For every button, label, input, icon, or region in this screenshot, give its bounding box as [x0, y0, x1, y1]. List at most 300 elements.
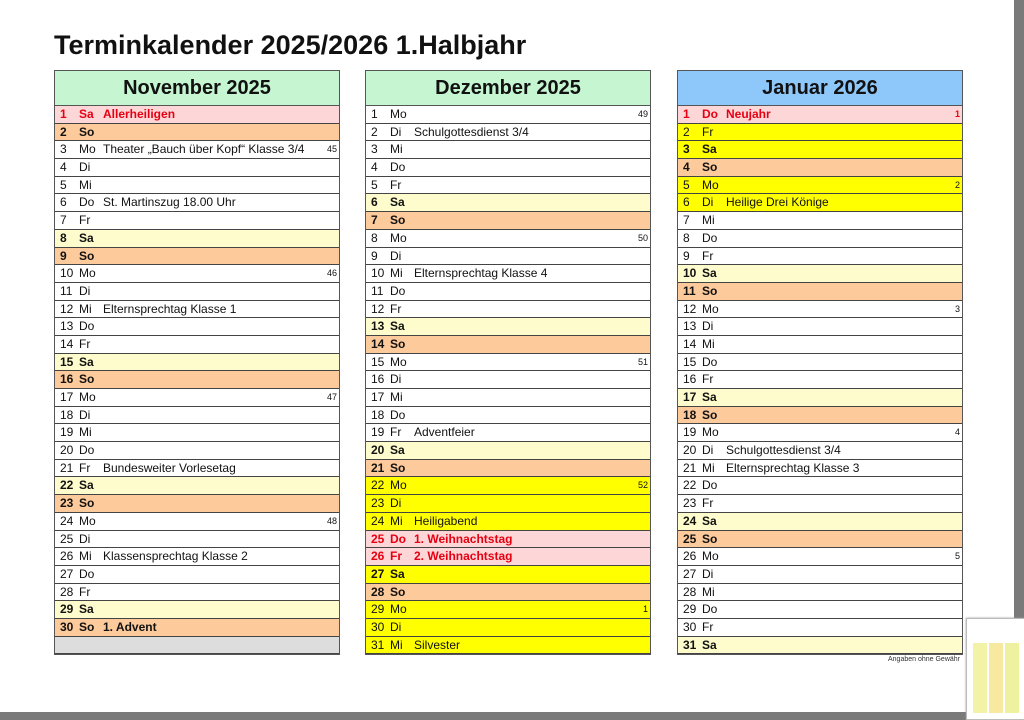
week-number: 1 — [642, 604, 648, 615]
day-number: 16 — [60, 372, 74, 387]
day-row — [366, 513, 650, 531]
day-row — [366, 407, 650, 425]
day-number: 5 — [371, 177, 378, 192]
day-row — [55, 106, 339, 124]
day-row — [366, 354, 650, 372]
day-number: 13 — [60, 319, 74, 334]
day-row — [678, 141, 962, 159]
weekday: So — [79, 372, 95, 387]
event-text: St. Martinszug 18.00 Uhr — [103, 195, 236, 210]
event-text: Elternsprechtag Klasse 3 — [726, 460, 860, 475]
weekday: Mi — [702, 213, 715, 228]
day-row — [55, 336, 339, 354]
day-row — [55, 389, 339, 407]
day-row — [366, 495, 650, 513]
day-number: 21 — [683, 460, 697, 475]
weekday: Do — [702, 230, 718, 245]
day-number: 10 — [60, 266, 74, 281]
weekday: So — [390, 213, 406, 228]
day-number: 3 — [683, 142, 690, 157]
week-number: 2 — [954, 179, 960, 190]
day-number: 2 — [60, 124, 67, 139]
day-number: 17 — [60, 390, 74, 404]
day-number: 14 — [683, 336, 697, 351]
day-number: 12 — [60, 301, 74, 316]
weekday: Mi — [702, 336, 715, 351]
day-number: 25 — [371, 531, 385, 546]
weekday: Sa — [702, 637, 717, 652]
weekday: Do — [79, 443, 95, 458]
day-row — [55, 177, 339, 195]
weekday: Do — [702, 602, 718, 617]
day-number: 11 — [371, 283, 384, 298]
day-number: 9 — [683, 248, 690, 263]
weekday: Mo — [79, 142, 96, 157]
day-number: 19 — [60, 425, 74, 440]
weekday: Di — [390, 619, 402, 634]
month-header: Dezember 2025 — [366, 71, 650, 106]
day-number: 20 — [683, 443, 697, 458]
day-row — [366, 637, 650, 655]
weekday: Fr — [702, 496, 714, 511]
weekday: Mi — [390, 142, 403, 157]
week-number: 5 — [954, 551, 960, 562]
weekday: Mi — [79, 177, 92, 192]
weekday: Mi — [390, 513, 403, 528]
weekday: Do — [79, 566, 95, 581]
day-row — [366, 584, 650, 602]
weekday: Mi — [390, 266, 403, 281]
day-row — [678, 424, 962, 442]
day-row — [55, 141, 339, 159]
day-number: 23 — [371, 496, 385, 511]
weekday: Mo — [702, 177, 719, 192]
weekday: Fr — [390, 425, 402, 440]
day-row — [55, 407, 339, 425]
day-row — [678, 601, 962, 619]
weekday: Di — [702, 566, 714, 581]
day-row — [678, 230, 962, 248]
weekday: Di — [390, 124, 402, 139]
day-number: 17 — [371, 390, 385, 404]
weekday: So — [390, 584, 406, 599]
day-number: 29 — [683, 602, 697, 617]
day-number: 28 — [371, 584, 385, 599]
day-number: 27 — [683, 566, 697, 581]
weekday: So — [390, 336, 406, 351]
day-number: 6 — [60, 195, 67, 210]
day-row — [55, 477, 339, 495]
weekday: Do — [702, 107, 718, 121]
event-text: Schulgottesdienst 3/4 — [726, 443, 841, 458]
day-number: 10 — [371, 266, 385, 281]
event-text: Silvester — [414, 637, 461, 652]
month-november — [54, 70, 340, 655]
week-number: 47 — [326, 392, 337, 402]
day-row — [55, 460, 339, 478]
day-number: 27 — [371, 566, 385, 581]
day-number: 24 — [371, 513, 385, 528]
weekday: Mi — [390, 390, 403, 404]
day-row — [366, 265, 650, 283]
weekday: Sa — [390, 566, 405, 581]
day-row — [55, 265, 339, 283]
day-number: 20 — [60, 443, 74, 458]
day-number: 30 — [371, 619, 385, 634]
day-number: 25 — [60, 531, 74, 546]
weekday: Fr — [702, 124, 714, 139]
event-text: 2. Weihnachtstag — [414, 549, 513, 564]
day-row — [678, 460, 962, 478]
weekday: Mi — [79, 549, 92, 564]
day-number: 23 — [683, 496, 697, 511]
day-number: 1 — [60, 107, 67, 121]
weekday: Mo — [79, 266, 96, 281]
day-row — [678, 124, 962, 142]
weekday: Do — [79, 319, 95, 334]
weekday: Sa — [79, 602, 94, 617]
weekday: Mo — [79, 513, 96, 528]
event-text: Elternsprechtag Klasse 4 — [414, 266, 548, 281]
day-number: 30 — [683, 619, 697, 634]
day-row — [366, 601, 650, 619]
thumbnail-column — [989, 643, 1003, 713]
day-row — [366, 106, 650, 124]
weekday: So — [79, 619, 95, 634]
weekday: Di — [390, 372, 402, 387]
day-number: 9 — [60, 248, 67, 263]
day-row — [678, 513, 962, 531]
week-number: 45 — [326, 144, 337, 155]
day-row — [678, 584, 962, 602]
weekday: Mo — [702, 425, 719, 440]
day-row — [678, 159, 962, 177]
day-row — [678, 566, 962, 584]
weekday: Do — [390, 283, 406, 298]
weekday: So — [390, 460, 406, 475]
day-number: 9 — [371, 248, 378, 263]
weekday: Do — [702, 354, 718, 369]
event-text: 1. Advent — [103, 619, 157, 634]
day-number: 7 — [683, 213, 690, 228]
month-dezember — [365, 70, 651, 655]
day-row — [366, 442, 650, 460]
weekday: Sa — [702, 390, 717, 404]
weekday: Do — [79, 195, 95, 210]
day-row — [366, 318, 650, 336]
weekday: Do — [390, 531, 406, 546]
weekday: Mo — [390, 478, 407, 493]
weekday: So — [702, 531, 718, 546]
weekday: Do — [702, 478, 718, 493]
day-number: 19 — [371, 425, 385, 440]
day-row — [678, 248, 962, 266]
day-number: 6 — [371, 195, 378, 210]
page-thumbnail[interactable] — [966, 618, 1024, 720]
day-number: 15 — [371, 354, 385, 369]
weekday: Di — [79, 160, 91, 175]
day-number: 6 — [683, 195, 690, 210]
day-row — [55, 212, 339, 230]
day-number: 26 — [60, 549, 74, 564]
day-row — [366, 177, 650, 195]
day-row — [366, 141, 650, 159]
day-number: 10 — [683, 266, 697, 281]
day-row — [55, 566, 339, 584]
day-number: 26 — [371, 549, 385, 564]
day-number: 7 — [371, 213, 378, 228]
weekday: Mo — [390, 354, 407, 369]
day-number: 3 — [371, 142, 378, 157]
week-number: 51 — [637, 356, 648, 367]
day-number: 18 — [371, 407, 385, 422]
day-row — [55, 548, 339, 566]
thumbnail-column — [973, 643, 987, 713]
week-number: 52 — [637, 480, 648, 491]
event-text: Theater „Bauch über Kopf“ Klasse 3/4 — [103, 142, 305, 157]
weekday: Fr — [79, 336, 91, 351]
day-row — [366, 460, 650, 478]
event-text: Adventfeier — [414, 425, 475, 440]
day-row — [678, 106, 962, 124]
weekday: Fr — [390, 301, 402, 316]
day-row — [678, 495, 962, 513]
day-row — [55, 442, 339, 460]
day-number: 4 — [60, 160, 67, 175]
day-row — [55, 354, 339, 372]
weekday: Do — [390, 160, 406, 175]
day-row — [366, 301, 650, 319]
weekday: Di — [702, 195, 714, 210]
weekday: Fr — [702, 372, 714, 387]
day-number: 16 — [683, 372, 697, 387]
day-row — [55, 248, 339, 266]
day-row — [55, 283, 339, 301]
month-header: November 2025 — [55, 71, 339, 106]
weekday: Mi — [390, 637, 403, 652]
day-row — [55, 230, 339, 248]
event-text: Heilige Drei Könige — [726, 195, 829, 210]
day-number: 15 — [683, 354, 697, 369]
day-row — [678, 389, 962, 407]
day-number: 29 — [60, 602, 74, 617]
day-number: 24 — [60, 513, 74, 528]
day-row — [366, 124, 650, 142]
month-header: Januar 2026 — [678, 71, 962, 106]
day-number: 31 — [683, 637, 697, 652]
weekday: Fr — [702, 248, 714, 263]
day-row — [55, 301, 339, 319]
day-number: 3 — [60, 142, 67, 157]
day-number: 11 — [60, 283, 73, 298]
day-number: 14 — [371, 336, 385, 351]
day-number: 20 — [371, 443, 385, 458]
day-number: 8 — [371, 230, 378, 245]
day-row — [678, 531, 962, 549]
day-number: 4 — [371, 160, 378, 175]
day-row — [55, 531, 339, 549]
day-number: 14 — [60, 336, 74, 351]
weekday: Mo — [702, 301, 719, 316]
day-row — [366, 389, 650, 407]
week-number: 49 — [637, 109, 648, 119]
day-row — [55, 424, 339, 442]
day-number: 29 — [371, 602, 385, 617]
month-januar — [677, 70, 963, 655]
weekday: Mi — [702, 584, 715, 599]
day-row — [366, 212, 650, 230]
day-number: 8 — [60, 230, 67, 245]
day-row — [678, 548, 962, 566]
weekday: Sa — [702, 266, 717, 281]
event-text: Neujahr — [726, 107, 771, 121]
weekday: Fr — [390, 177, 402, 192]
week-number: 3 — [954, 303, 960, 314]
day-row — [678, 283, 962, 301]
day-number: 5 — [683, 177, 690, 192]
weekday: Di — [79, 407, 91, 422]
day-row — [678, 442, 962, 460]
day-row — [366, 194, 650, 212]
event-text: Klassensprechtag Klasse 2 — [103, 549, 248, 564]
weekday: Sa — [390, 195, 405, 210]
day-number: 17 — [683, 390, 697, 404]
weekday: Sa — [79, 107, 94, 121]
weekday: Sa — [79, 478, 94, 493]
day-number: 7 — [60, 213, 67, 228]
weekday: Mo — [390, 602, 407, 617]
weekday: Di — [390, 248, 402, 263]
weekday: Fr — [702, 619, 714, 634]
weekday: Fr — [79, 460, 91, 475]
weekday: Di — [79, 531, 91, 546]
day-number: 5 — [60, 177, 67, 192]
event-text: Allerheiligen — [103, 107, 176, 121]
day-row — [678, 318, 962, 336]
day-number: 28 — [683, 584, 697, 599]
day-row — [678, 194, 962, 212]
day-row — [366, 424, 650, 442]
day-row — [366, 566, 650, 584]
day-number: 12 — [371, 301, 385, 316]
weekday: Mi — [79, 301, 92, 316]
week-number: 46 — [326, 268, 337, 279]
day-number: 8 — [683, 230, 690, 245]
day-row — [678, 354, 962, 372]
weekday: Di — [702, 319, 714, 334]
weekday: Mo — [390, 230, 407, 245]
disclaimer-footnote: Angaben ohne Gewähr — [888, 656, 960, 663]
day-row — [678, 301, 962, 319]
day-row — [55, 584, 339, 602]
day-number: 1 — [371, 107, 378, 121]
event-text: Bundesweiter Vorlesetag — [103, 460, 236, 475]
week-number: 50 — [637, 232, 648, 243]
event-text: 1. Weihnachtstag — [414, 531, 513, 546]
day-row — [366, 371, 650, 389]
day-number: 16 — [371, 372, 385, 387]
day-number: 21 — [60, 460, 74, 475]
day-row — [678, 265, 962, 283]
day-row — [55, 159, 339, 177]
day-row — [678, 619, 962, 637]
day-number: 13 — [371, 319, 385, 334]
event-text: Schulgottesdienst 3/4 — [414, 124, 529, 139]
weekday: So — [702, 283, 718, 298]
weekday: So — [79, 248, 95, 263]
weekday: Di — [79, 283, 91, 298]
day-row — [678, 637, 962, 655]
page-title: Terminkalender 2025/2026 1.Halbjahr — [54, 30, 527, 60]
day-row — [366, 619, 650, 637]
day-row — [366, 548, 650, 566]
event-text: Elternsprechtag Klasse 1 — [103, 301, 237, 316]
week-number: 4 — [954, 427, 960, 438]
day-number: 19 — [683, 425, 697, 440]
day-row — [678, 336, 962, 354]
weekday: Sa — [79, 354, 94, 369]
weekday: Fr — [390, 549, 402, 564]
weekday: Sa — [390, 319, 405, 334]
weekday: Mo — [79, 390, 96, 404]
day-number: 22 — [371, 478, 385, 493]
weekday: Sa — [390, 443, 405, 458]
day-row — [678, 212, 962, 230]
day-row — [366, 230, 650, 248]
day-number: 2 — [683, 124, 690, 139]
weekday: Mo — [702, 549, 719, 564]
day-number: 22 — [60, 478, 74, 493]
week-number: 48 — [326, 515, 337, 526]
day-number: 13 — [683, 319, 697, 334]
day-number: 12 — [683, 301, 697, 316]
weekday: Do — [390, 407, 406, 422]
day-row — [678, 477, 962, 495]
day-number: 26 — [683, 549, 697, 564]
day-number: 15 — [60, 354, 74, 369]
day-row — [55, 601, 339, 619]
weekday: So — [79, 496, 95, 511]
day-number: 25 — [683, 531, 697, 546]
day-number: 1 — [683, 107, 690, 121]
weekday: Sa — [702, 142, 717, 157]
day-row — [366, 283, 650, 301]
day-row — [678, 407, 962, 425]
day-row — [366, 531, 650, 549]
day-row — [55, 124, 339, 142]
weekday: Mi — [79, 425, 92, 440]
day-number: 4 — [683, 160, 690, 175]
day-number: 28 — [60, 584, 74, 599]
weekday: Mi — [702, 460, 715, 475]
day-row — [366, 159, 650, 177]
day-row — [55, 495, 339, 513]
day-row — [678, 177, 962, 195]
weekday: Sa — [79, 230, 94, 245]
day-number: 23 — [60, 496, 74, 511]
weekday: So — [702, 407, 718, 422]
day-number: 2 — [371, 124, 378, 139]
day-number: 30 — [60, 619, 74, 634]
day-row — [55, 318, 339, 336]
event-text: Heiligabend — [414, 513, 478, 528]
day-row — [366, 248, 650, 266]
thumbnail-column — [1005, 643, 1019, 713]
day-row — [55, 194, 339, 212]
day-number: 24 — [683, 513, 697, 528]
day-row — [366, 336, 650, 354]
day-row — [55, 637, 339, 655]
